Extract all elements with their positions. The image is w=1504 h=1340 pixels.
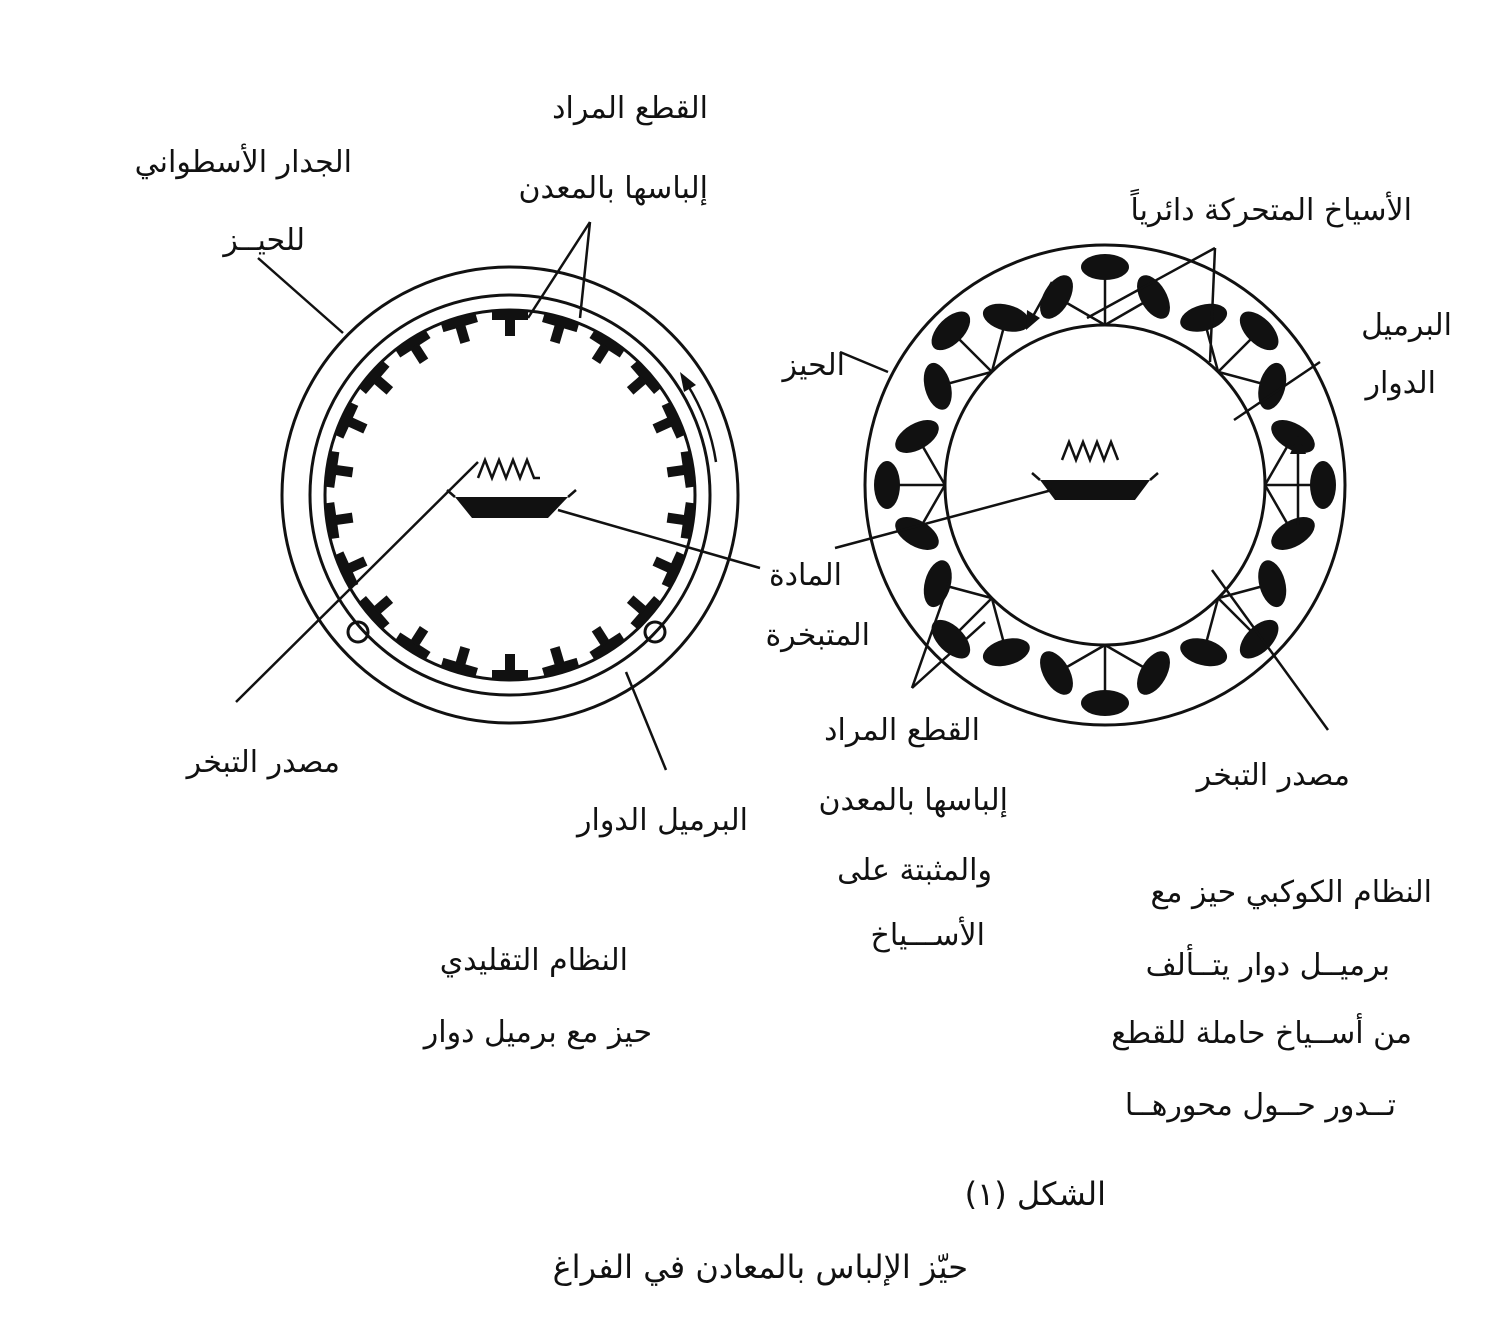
spindles-label: الأسياخ المتحركة دائرياً (1130, 193, 1412, 228)
spindle (1265, 413, 1336, 557)
plan-parts-label-3: والمثبتة على (837, 853, 992, 888)
plan-parts-label-4: الأســـياخ (870, 918, 985, 953)
planetary-system-diagram (835, 245, 1345, 730)
plan-caption-3: من أســياخ حاملة للقطع (1111, 1016, 1412, 1051)
traditional-system-diagram (236, 222, 760, 770)
plan-parts-label-2: إلباسها بالمعدن (818, 783, 1008, 818)
coated-part (581, 330, 625, 371)
leader-barrel-left (626, 672, 666, 770)
spindle (1033, 645, 1177, 716)
coated-part (334, 402, 373, 446)
planetary-rotation-arrow (1290, 436, 1306, 525)
spindle-part (890, 510, 945, 557)
coated-part (334, 545, 373, 589)
coated-part (324, 500, 355, 539)
spindle-part (1177, 299, 1230, 337)
trad-wall-label-1: الجدار الأسطواني (134, 145, 352, 180)
trad-wall-label-2: للحيــز (223, 223, 305, 258)
spindle-part (890, 413, 945, 460)
leader-chamber (840, 352, 888, 372)
material-label-1: المادة (768, 558, 842, 593)
plan-barrel-label-2: الدوار (1365, 366, 1436, 401)
labels (135, 91, 1452, 1286)
coated-part (395, 330, 439, 371)
chamber-label: الحيز (782, 348, 845, 383)
coated-part (647, 402, 686, 446)
trad-caption-1: النظام التقليدي (439, 943, 628, 978)
trad-source-label: مصدر التبخر (186, 745, 340, 780)
traditional-evaporation-boat (447, 460, 576, 518)
plan-barrel-label-1: البرميل (1361, 308, 1452, 343)
leader-wall (258, 258, 343, 333)
coated-part (358, 360, 401, 404)
spindle-part (980, 299, 1033, 337)
coated-part (441, 312, 483, 347)
coated-part (665, 500, 696, 539)
plan-caption-4: تــدور حــول محورهــا (1124, 1088, 1396, 1123)
spindle-part (919, 557, 957, 610)
coated-part (647, 545, 686, 589)
trad-parts-label-2: إلباسها بالمعدن (518, 171, 708, 206)
spindle-part (1081, 254, 1129, 280)
spindle-part (919, 360, 957, 413)
plan-parts-label-1: القطع المراد (824, 713, 980, 748)
spindle-part (874, 461, 900, 509)
plan-caption-2: برميــل دوار يتــألف (1145, 948, 1390, 983)
spindle-part (1310, 461, 1336, 509)
traditional-barrel-outer (310, 295, 710, 695)
trad-caption-2: حيز مع برميل دوار (423, 1015, 652, 1050)
spindle-part (980, 633, 1033, 671)
trad-parts-label-1: القطع المراد (552, 91, 708, 126)
coated-part (324, 451, 355, 490)
spindle-part (1033, 646, 1080, 701)
spindle-part (1130, 270, 1177, 325)
trad-barrel-label: البرميل الدوار (577, 803, 748, 838)
coated-part (441, 642, 483, 677)
spindle (1033, 254, 1177, 325)
plan-source-label: مصدر التبخر (1196, 758, 1350, 793)
spindle-part (1033, 270, 1080, 325)
spindle-part (1177, 633, 1230, 671)
coated-part (395, 619, 439, 660)
coated-part (581, 619, 625, 660)
spindle-part (1253, 557, 1291, 610)
figure-number: الشكل (١) (964, 1175, 1106, 1213)
coated-part (618, 360, 661, 404)
coated-part (538, 312, 580, 347)
coated-part (665, 451, 696, 490)
traditional-parts-group (324, 310, 695, 680)
spindle-part (1266, 510, 1321, 557)
plan-caption-1: النظام الكوكبي حيز مع (1150, 875, 1432, 910)
coated-part (492, 654, 528, 680)
coated-part (538, 642, 580, 677)
coated-part (492, 310, 528, 336)
spindle-part (1081, 690, 1129, 716)
spindle-part (1130, 646, 1177, 701)
material-label-2: المتبخرة (765, 618, 870, 653)
figure-title: حيّز الإلباس بالمعادن في الفراغ (552, 1248, 968, 1286)
